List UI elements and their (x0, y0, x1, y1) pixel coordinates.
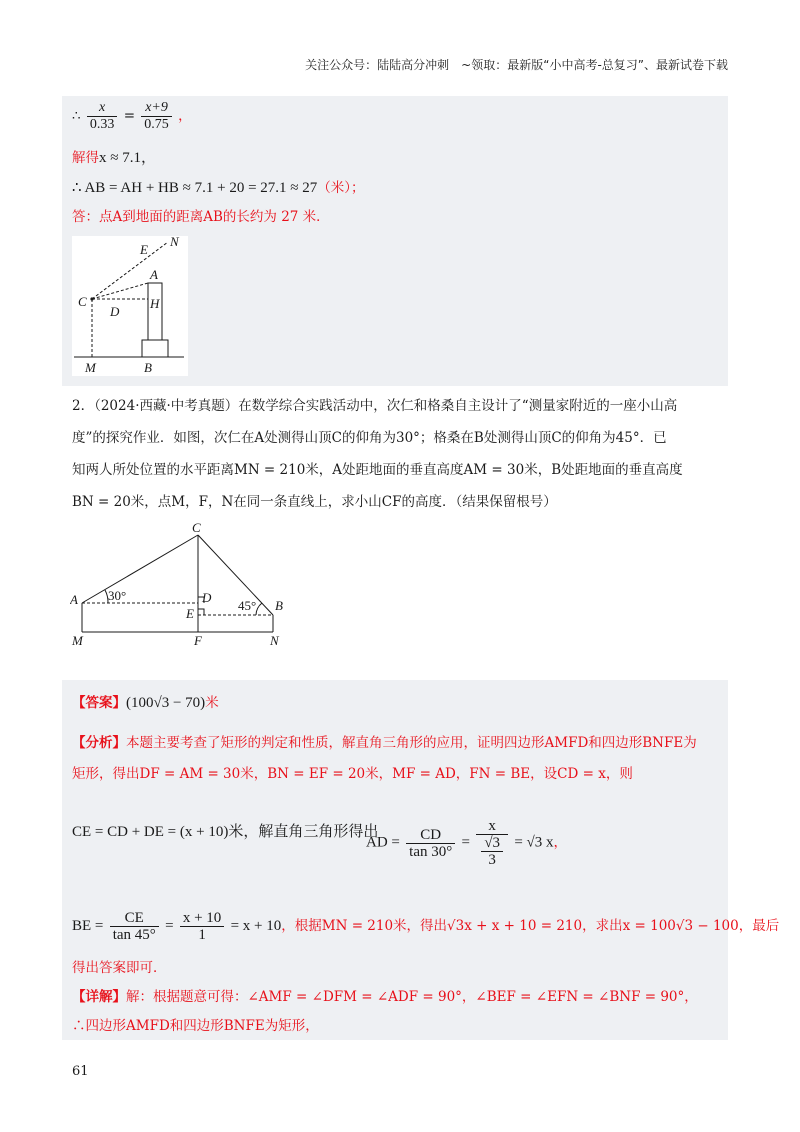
fig2-label-m: M (72, 633, 83, 648)
answer-block: 【答案】(100√3 − 70)米 (72, 695, 219, 711)
problem-line-4: BN = 20米，点M，F，N在同一条直线上，求小山CF的高度．（结果保留根号） (72, 494, 557, 510)
figure-1 (72, 236, 188, 376)
fig2-label-d: D (202, 590, 212, 605)
fig1-label-n: N (170, 236, 179, 249)
fig2-label-angle-b: 45° (238, 598, 257, 613)
figure-2 (70, 518, 294, 648)
fig2-label-f: F (194, 633, 202, 648)
page-number: 61 (72, 1064, 89, 1079)
answer-line: 答：点A到地面的距离AB的长约为 27 米． (72, 209, 330, 225)
analysis-line-2: 矩形，得出DF = AM = 30米，BN = EF = 20米，MF = AD，FN = BE，设CD = x，则 (72, 766, 633, 782)
solve-line: 解得x ≈ 7.1， (72, 150, 156, 166)
fig2-label-a: A (70, 592, 78, 607)
fig1-label-h: H (150, 296, 160, 311)
fig1-label-c: C (78, 294, 87, 309)
ab-calc-line: ∴ AB = AH + HB ≈ 7.1 + 20 = 27.1 ≈ 27（米）； (72, 180, 365, 196)
fig2-label-angle-a: 30° (108, 588, 127, 603)
fig1-label-d: D (110, 304, 120, 319)
fig1-label-m: M (85, 360, 96, 375)
problem-line-1: 2．（2024·西藏·中考真题）在数学综合实践活动中，次仁和格桑自主设计了“测量家附近的一座小山高 (72, 398, 678, 414)
fig2-label-e: E (186, 606, 194, 621)
fig2-label-b: B (275, 598, 283, 613)
analysis-line-1: 【分析】本题主要考查了矩形的判定和性质，解直角三角形的应用，证明四边形AMFD和四边形BNFE为 (72, 735, 697, 751)
page-header: 关注公众号：陆陆高分冲刺 ~领取：最新版“小中高考-总复习”、最新试卷下载 (305, 58, 728, 72)
fig2-label-n: N (270, 633, 279, 648)
analysis-line-3: CE = CD + DE = (x + 10)米，解直角三角形得出 (72, 824, 379, 840)
problem-line-2: 度”的探究作业．如图，次仁在A处测得山顶C的仰角为30°；格桑在B处测得山顶C的仰角为45°．已 (72, 430, 667, 446)
analysis-line-3-fraction: AD = $\frac{CD}{\tan 30^\circ}$ = $\frac{x}{\frac{√3}{3}}$ = √3 x， (366, 818, 568, 868)
fig2-label-c: C (192, 520, 201, 535)
detail-line-2: ∴四边形AMFD和四边形BNFE为矩形， (72, 1018, 319, 1034)
detail-line-1: 【详解】解：根据题意可得：∠AMF = ∠DFM = ∠ADF = 90°，∠BEF = ∠EFN = ∠BNF = 90°， (72, 989, 698, 1005)
fig1-label-e: E (140, 242, 148, 257)
proportion-line: ∴ $\frac{x}{0.33}$ = $\frac{x+9}{0.75}$ ， (72, 100, 192, 132)
fig1-label-b: B (144, 360, 152, 375)
problem-line-3: 知两人所处位置的水平距离MN = 210米，A处距地面的垂直高度AM = 30米，B处距地面的垂直高度 (72, 462, 683, 478)
analysis-line-5: 得出答案即可． (72, 960, 167, 976)
fig1-label-a: A (150, 267, 158, 282)
analysis-line-4: BE = $\frac{CE}{\tan 45^\circ}$ = $\frac{x + 10}{1}$ = x + 10，根据MN = 210米，得出√3x + x + 10 = 210，求出x = 100√3 − 100，最后 (72, 910, 780, 943)
